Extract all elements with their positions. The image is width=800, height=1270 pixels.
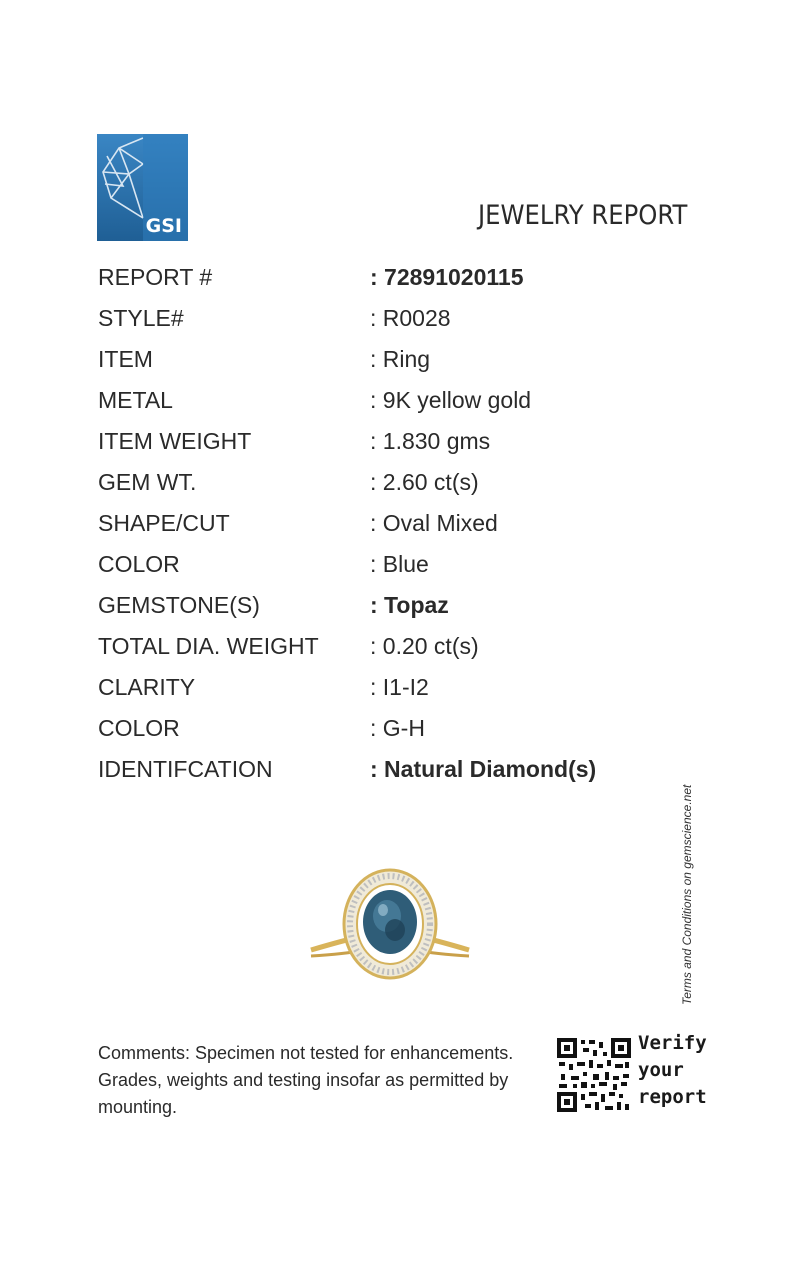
field-metal bbox=[98, 379, 718, 420]
field-item-weight bbox=[98, 420, 718, 461]
field-value: : 72891020115 bbox=[370, 264, 524, 290]
ring-photo bbox=[305, 864, 475, 989]
comments bbox=[98, 1040, 548, 1121]
verify-line: your bbox=[638, 1059, 684, 1081]
field-style bbox=[98, 297, 718, 338]
field-label: STYLE# bbox=[98, 305, 184, 331]
field-label: COLOR bbox=[98, 551, 180, 577]
field-value: : 2.60 ct(s) bbox=[370, 469, 479, 495]
field-item bbox=[98, 338, 718, 379]
field-diamond-color bbox=[98, 707, 718, 748]
field-value: : Oval Mixed bbox=[370, 510, 498, 536]
report-fields bbox=[98, 256, 718, 789]
field-gem-weight bbox=[98, 461, 718, 502]
field-label: ITEM WEIGHT bbox=[98, 428, 252, 454]
field-value: : Blue bbox=[370, 551, 429, 577]
verify-report-link[interactable] bbox=[638, 1030, 707, 1111]
field-value: : R0028 bbox=[370, 305, 451, 331]
field-label: ITEM bbox=[98, 346, 153, 372]
field-label: GEMSTONE(S) bbox=[98, 592, 260, 618]
field-total-dia-weight bbox=[98, 625, 718, 666]
field-value: : Ring bbox=[370, 346, 431, 372]
field-label: COLOR bbox=[98, 715, 180, 741]
field-label: REPORT # bbox=[98, 264, 213, 290]
field-color bbox=[98, 543, 718, 584]
comments-line: mounting. bbox=[98, 1097, 178, 1117]
field-label: TOTAL DIA. WEIGHT bbox=[98, 633, 319, 659]
field-label: METAL bbox=[98, 387, 173, 413]
verify-line: Verify bbox=[638, 1032, 707, 1054]
comments-line: Grades, weights and testing insofar as permitted by bbox=[98, 1070, 509, 1090]
field-identification bbox=[98, 748, 718, 789]
field-label: SHAPE/CUT bbox=[98, 510, 230, 536]
field-shape-cut bbox=[98, 502, 718, 543]
field-value: : Natural Diamond(s) bbox=[370, 756, 597, 782]
field-report-number bbox=[98, 256, 718, 297]
logo-text: GSI bbox=[145, 215, 182, 237]
field-label: GEM WT. bbox=[98, 469, 197, 495]
field-value: : G-H bbox=[370, 715, 425, 741]
comments-line: Comments: Specimen not tested for enhancements. bbox=[98, 1043, 514, 1063]
terms-link[interactable]: Terms and Conditions on gemscience.net bbox=[680, 784, 694, 1005]
field-value: : Topaz bbox=[370, 592, 449, 618]
report-title: JEWELRY REPORT bbox=[478, 200, 688, 231]
field-label: CLARITY bbox=[98, 674, 196, 700]
field-value: : 0.20 ct(s) bbox=[370, 633, 479, 659]
field-value: : 1.830 gms bbox=[370, 428, 491, 454]
field-value: : 9K yellow gold bbox=[370, 387, 532, 413]
field-label: IDENTIFCATION bbox=[98, 756, 273, 782]
gsi-logo bbox=[97, 134, 188, 241]
field-gemstones bbox=[98, 584, 718, 625]
qr-code-icon[interactable] bbox=[557, 1038, 631, 1112]
verify-line: report bbox=[638, 1086, 707, 1108]
field-clarity bbox=[98, 666, 718, 707]
field-value: : I1-I2 bbox=[370, 674, 429, 700]
